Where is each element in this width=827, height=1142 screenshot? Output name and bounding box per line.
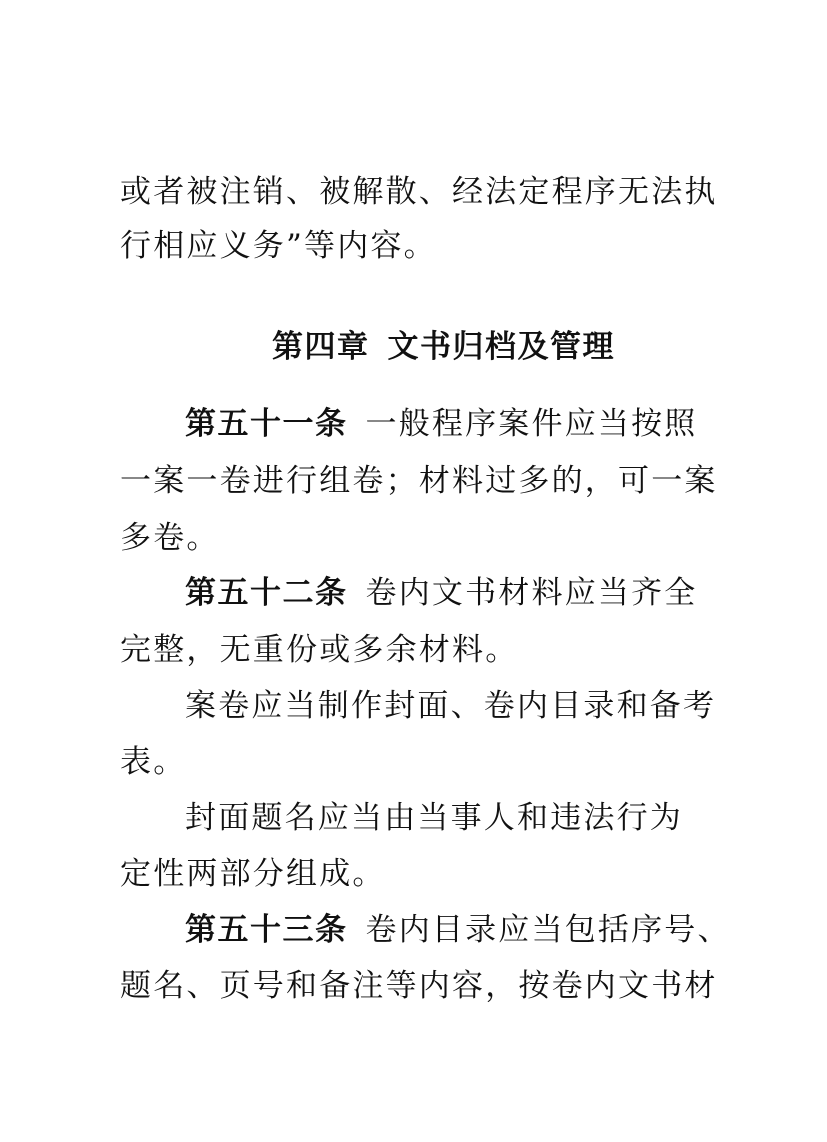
article-53-label: 第五十三条 xyxy=(185,912,348,948)
article-53-first-line xyxy=(185,910,731,950)
chapter-title: 文书归档及管理 xyxy=(387,329,615,365)
article-52-para2-line-1: 案卷应当制作封面、卷内目录和备考 xyxy=(185,688,717,724)
article-51-text-1: 一般程序案件应当按照 xyxy=(365,406,698,442)
article-53-text-1: 卷内目录应当包括序号、 xyxy=(365,912,731,948)
article-52-para3-line-2: 定性两部分组成。 xyxy=(120,856,386,892)
article-52-first-line xyxy=(185,573,698,613)
chapter-heading xyxy=(272,327,615,367)
article-52-text-1: 卷内文书材料应当齐全 xyxy=(365,575,698,611)
article-52-label: 第五十二条 xyxy=(185,575,348,611)
intro-line-2: 行相应义务”等内容。 xyxy=(120,228,437,264)
article-52-para3-line-1: 封面题名应当由当事人和违法行为 xyxy=(185,800,683,836)
article-52-para2-line-2: 表。 xyxy=(120,744,187,780)
intro-line-1: 或者被注销、被解散、经法定程序无法执 xyxy=(120,174,718,210)
article-53-line-2: 题名、页号和备注等内容，按卷内文书材 xyxy=(120,968,718,1004)
article-51-line-2: 一案一卷进行组卷；材料过多的，可一案 xyxy=(120,463,718,499)
article-51-line-3: 多卷。 xyxy=(120,520,220,556)
chapter-number: 第四章 xyxy=(272,329,370,365)
article-51-first-line xyxy=(185,404,698,444)
article-51-label: 第五十一条 xyxy=(185,406,348,442)
article-52-line-2: 完整，无重份或多余材料。 xyxy=(120,632,519,668)
